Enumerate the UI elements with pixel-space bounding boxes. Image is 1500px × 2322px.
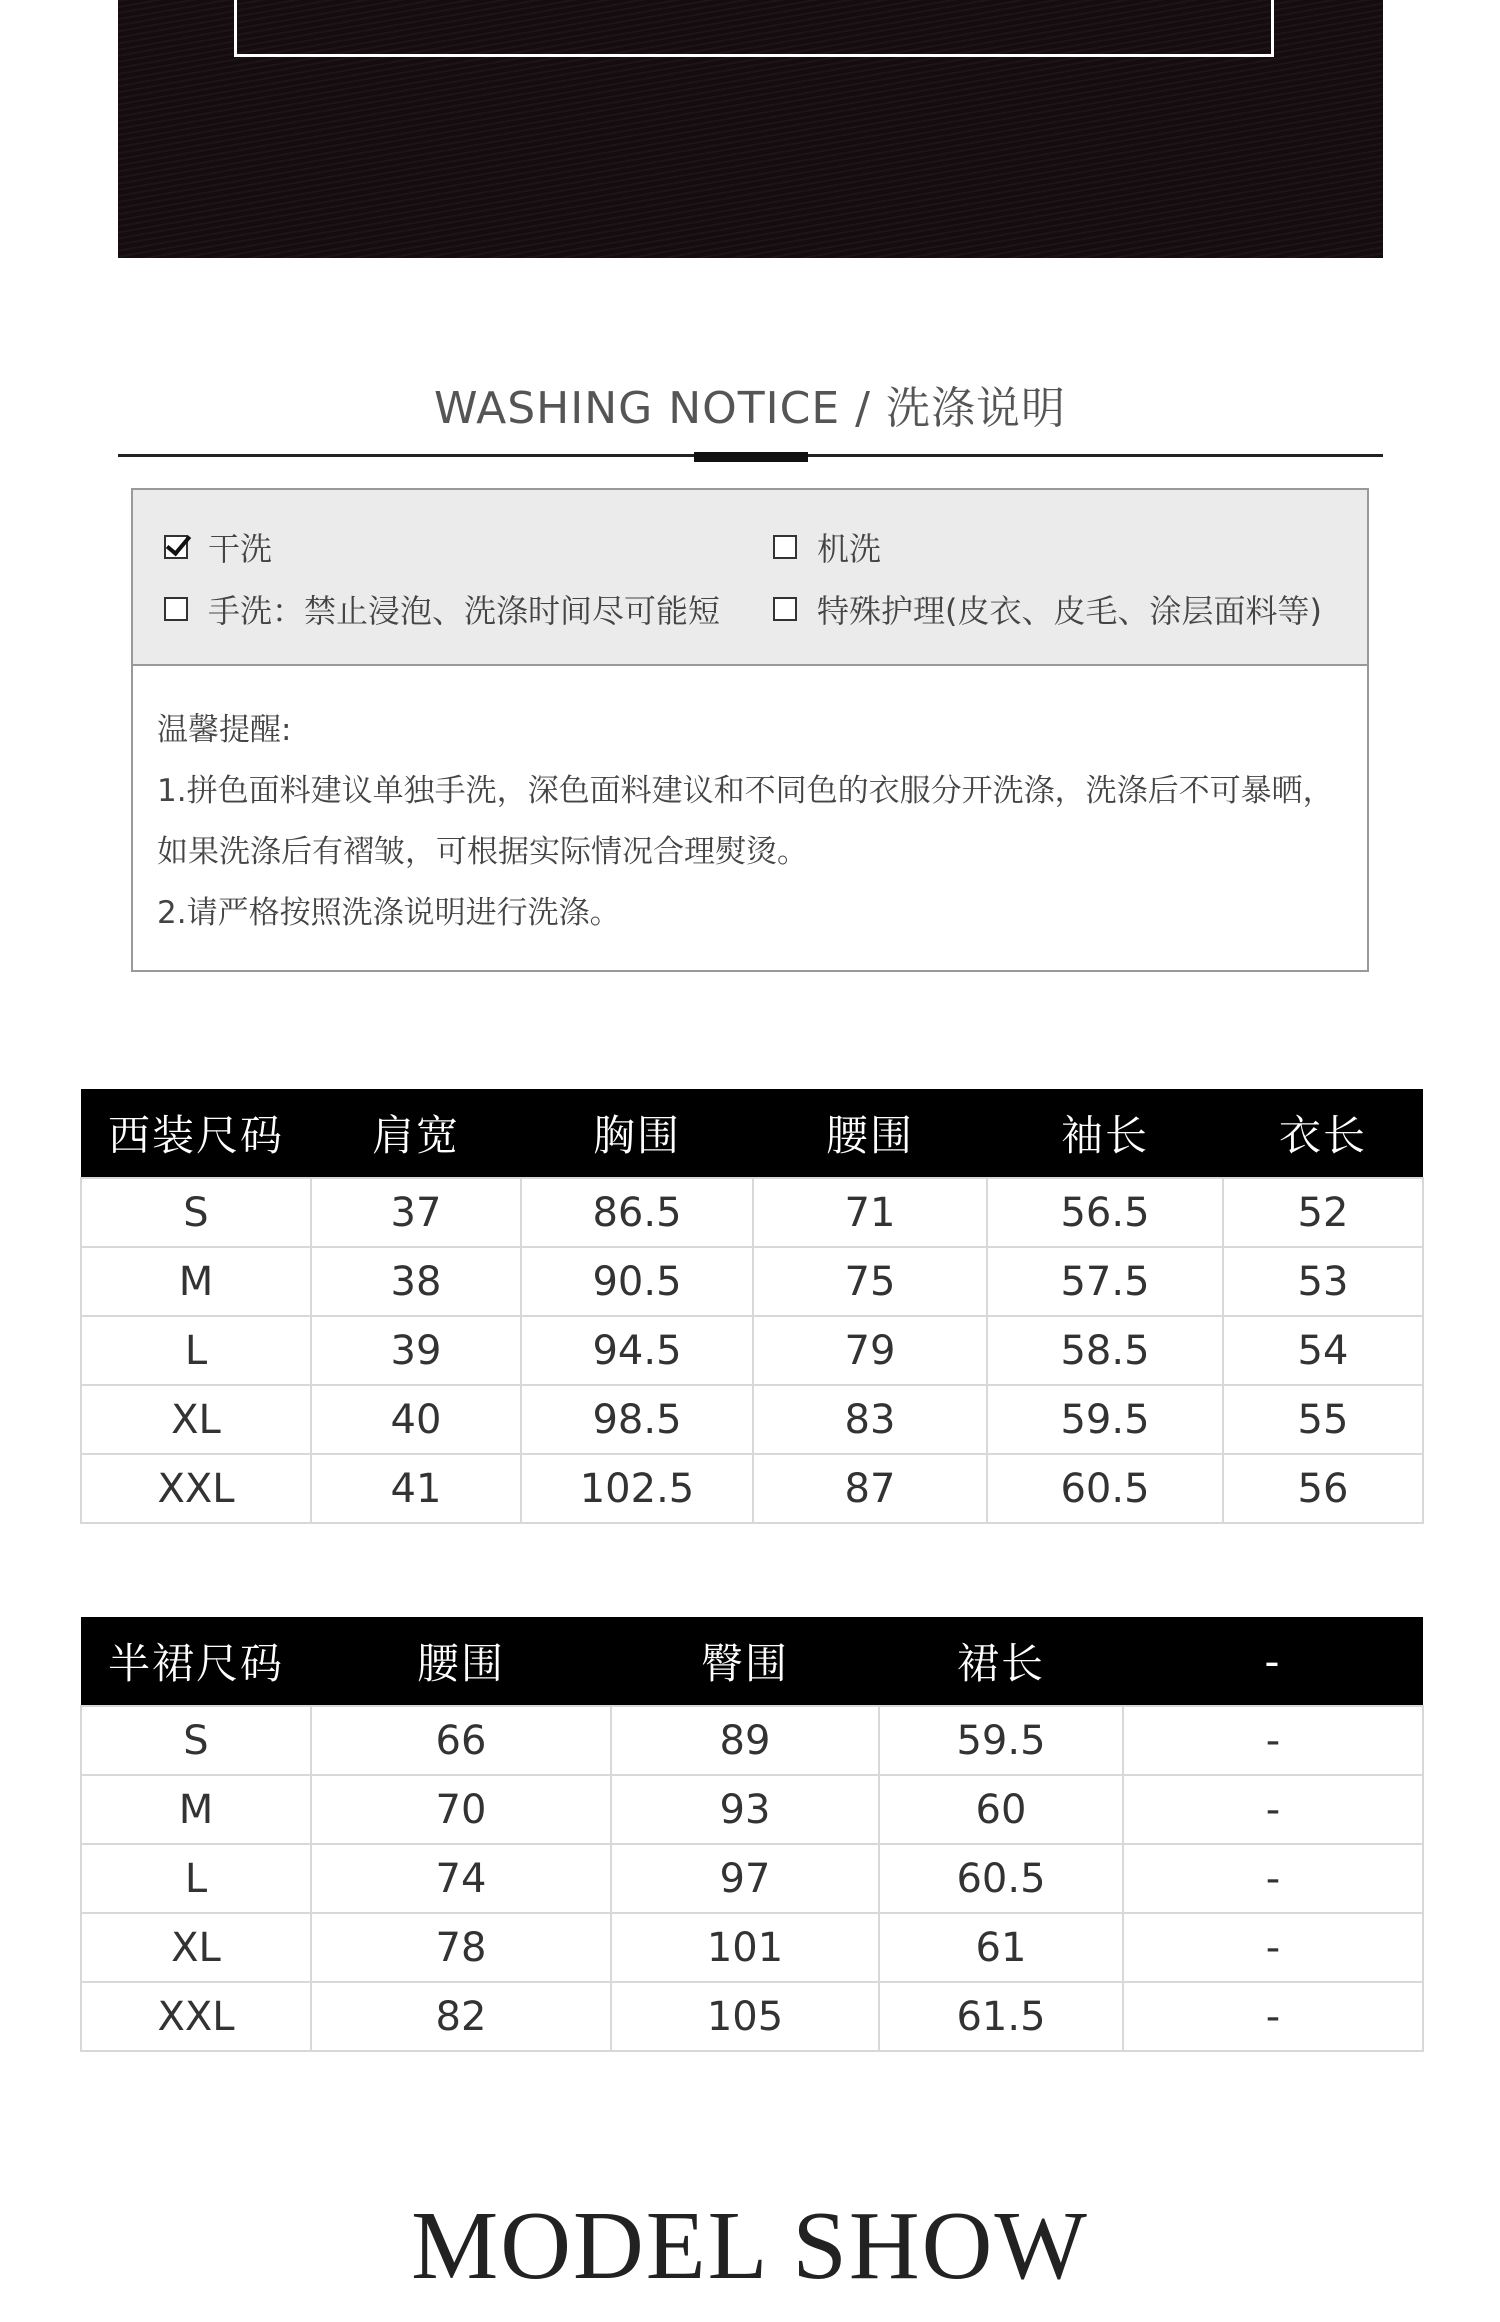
checkbox-icon [773,597,797,621]
table-cell: 60.5 [987,1454,1223,1523]
table-cell: S [81,1178,311,1247]
table-cell: 90.5 [521,1247,753,1316]
table-cell: 41 [311,1454,521,1523]
washing-notice-box [131,488,1369,972]
table-cell: 94.5 [521,1316,753,1385]
table-cell: XL [81,1385,311,1454]
table-cell: 79 [753,1316,987,1385]
table-cell: - [1123,1706,1423,1775]
table-header-row [81,1089,1423,1178]
table-row [81,1247,1423,1316]
table-cell: - [1123,1913,1423,1982]
table-cell: 74 [311,1844,611,1913]
table-cell: 89 [611,1706,879,1775]
table-cell: M [81,1247,311,1316]
table-cell: 98.5 [521,1385,753,1454]
option-label: 干洗 [208,530,273,568]
skirt-size-table [80,1617,1424,2052]
table-cell: 105 [611,1982,879,2051]
table-row [81,1844,1423,1913]
column-header: 裙长 [879,1617,1123,1706]
column-header: - [1123,1617,1423,1706]
column-header: 腰围 [311,1617,611,1706]
table-row [81,1775,1423,1844]
title-divider-accent [694,452,808,462]
table-cell: 59.5 [987,1385,1223,1454]
tips-line: 2.请严格按照洗涤说明进行洗涤。 [157,895,621,931]
table-cell: 60.5 [879,1844,1123,1913]
column-header: 肩宽 [311,1089,521,1178]
table-cell: 102.5 [521,1454,753,1523]
table-row [81,1982,1423,2051]
table-cell: 83 [753,1385,987,1454]
table-cell: - [1123,1982,1423,2051]
checked-checkbox-icon [164,535,188,559]
checkbox-icon [164,597,188,621]
table-cell: XL [81,1913,311,1982]
table-header-row [81,1617,1423,1706]
table-row [81,1454,1423,1523]
option-special-care [773,586,1322,632]
washing-tips [157,700,1334,944]
table-cell: 40 [311,1385,521,1454]
table-cell: 101 [611,1913,879,1982]
tips-heading: 温馨提醒: [157,712,292,748]
table-cell: 66 [311,1706,611,1775]
table-cell: - [1123,1775,1423,1844]
table-cell: S [81,1706,311,1775]
table-cell: 56.5 [987,1178,1223,1247]
table-cell: 39 [311,1316,521,1385]
column-header: 臀围 [611,1617,879,1706]
table-row [81,1178,1423,1247]
photo-frame [234,0,1274,57]
option-label: 手洗：禁止浸泡、洗涤时间尽可能短 [208,592,721,630]
table-row [81,1316,1423,1385]
table-cell: 82 [311,1982,611,2051]
tips-line: 1.拼色面料建议单独手洗，深色面料建议和不同色的衣服分开洗涤，洗涤后不可暴晒， [157,773,1334,809]
table-cell: 75 [753,1247,987,1316]
suit-size-table [80,1089,1424,1524]
column-header: 西装尺码 [81,1089,311,1178]
washing-options-panel [133,490,1367,666]
model-show-heading: MODEL SHOW [411,2192,1089,2300]
column-header: 腰围 [753,1089,987,1178]
table-cell: 56 [1223,1454,1423,1523]
table-cell: L [81,1316,311,1385]
table-cell: 93 [611,1775,879,1844]
table-cell: 61 [879,1913,1123,1982]
table-cell: XXL [81,1454,311,1523]
table-row [81,1913,1423,1982]
option-hand-wash [164,586,720,632]
table-row [81,1706,1423,1775]
table-cell: M [81,1775,311,1844]
table-cell: 52 [1223,1178,1423,1247]
table-cell: 87 [753,1454,987,1523]
table-cell: 37 [311,1178,521,1247]
table-cell: 53 [1223,1247,1423,1316]
option-machine-wash [773,524,881,570]
table-cell: 86.5 [521,1178,753,1247]
option-dry-clean [164,524,272,570]
tips-line: 如果洗涤后有褶皱，可根据实际情况合理熨烫。 [157,834,808,870]
table-cell: 58.5 [987,1316,1223,1385]
table-cell: 54 [1223,1316,1423,1385]
column-header: 衣长 [1223,1089,1423,1178]
table-cell: 61.5 [879,1982,1123,2051]
table-cell: 38 [311,1247,521,1316]
table-cell: L [81,1844,311,1913]
product-photo-bottom [118,0,1383,258]
table-cell: 71 [753,1178,987,1247]
table-cell: 78 [311,1913,611,1982]
table-cell: 57.5 [987,1247,1223,1316]
checkbox-icon [773,535,797,559]
column-header: 胸围 [521,1089,753,1178]
table-cell: 70 [311,1775,611,1844]
column-header: 袖长 [987,1089,1223,1178]
table-cell: XXL [81,1982,311,2051]
washing-notice-title: WASHING NOTICE / 洗涤说明 [434,383,1066,434]
table-cell: 60 [879,1775,1123,1844]
table-cell: 59.5 [879,1706,1123,1775]
table-row [81,1385,1423,1454]
table-cell: 55 [1223,1385,1423,1454]
table-cell: 97 [611,1844,879,1913]
option-label: 特殊护理(皮衣、皮毛、涂层面料等) [817,592,1322,630]
column-header: 半裙尺码 [81,1617,311,1706]
option-label: 机洗 [817,530,882,568]
table-cell: - [1123,1844,1423,1913]
